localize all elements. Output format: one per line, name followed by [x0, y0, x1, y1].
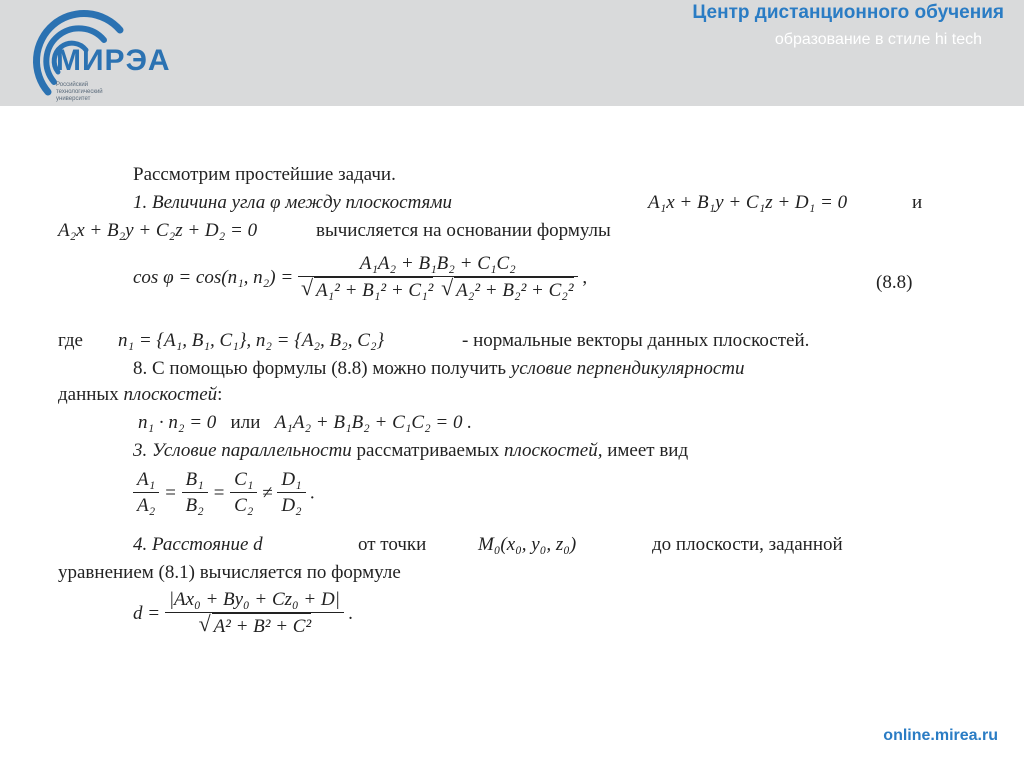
- doc-line-normal-vectors: n₁ = {A₁, B₁, C₁}, n₂ = {A₂, B₂, C₂}: [118, 330, 385, 351]
- formula-cos-root2: √ A₂² + B₂² + C₂²: [454, 277, 573, 304]
- formula-label-8-8: (8.8): [876, 272, 913, 293]
- doc-line-distance-from: от точки: [358, 534, 427, 555]
- doc-line-angle-text2: вычисляется на основании формулы: [316, 220, 611, 241]
- par-b-den: B₂: [185, 495, 204, 516]
- doc-line-distance-italic: 4. Расстояние d: [133, 534, 263, 555]
- doc-line-angle-text: 1. Величина угла φ между плоскостями: [133, 192, 452, 213]
- perp-equation-1: n₁ · n₂ = 0: [138, 412, 217, 433]
- par-c-num: C₁: [230, 468, 257, 493]
- doc-line-distance-formula-intro: уравнением (8.1) вычисляется по формуле: [58, 562, 401, 583]
- par-frac-d: [277, 468, 305, 519]
- doc-line-perp-formula: [138, 412, 472, 434]
- doc-line-perp-planes: плоскостей: [123, 384, 218, 405]
- perp-or: или: [230, 412, 261, 433]
- doc-line-parallel: [133, 440, 688, 462]
- par-dot: .: [310, 482, 316, 504]
- par-frac-b: [182, 468, 208, 519]
- doc-line-angle-eq1: A₁x + B₁y + C₁z + D₁ = 0: [648, 192, 848, 213]
- par-d-num: D₁: [277, 468, 305, 493]
- doc-line-perp-data: данных: [58, 384, 119, 405]
- formula-cos-comma: ,: [582, 267, 588, 288]
- doc-line-perp-italic: условие перпендикулярности: [510, 358, 745, 379]
- par-eq-2: =: [212, 482, 226, 504]
- dist-lhs: d =: [133, 603, 161, 624]
- par-frac-c: [230, 468, 257, 519]
- par-a-num: A₁: [133, 468, 159, 493]
- doc-line-distance-a: [133, 534, 263, 556]
- par-neq: ≠: [262, 482, 273, 504]
- par-eq-1: =: [163, 482, 177, 504]
- formula-cos-numerator: A₁A₂ + B₁B₂ + C₁C₂: [298, 252, 578, 277]
- formula-cos-denominator: [298, 277, 578, 304]
- par-d-den: D₂: [281, 495, 302, 516]
- logo-subtitle: Российский технологический университет: [56, 82, 103, 102]
- dist-dot: .: [348, 603, 354, 624]
- doc-line-normal-text: - нормальные векторы данных плоскостей.: [462, 330, 810, 351]
- doc-line-intro: Рассмотрим простейшие задачи.: [133, 164, 396, 185]
- dist-fraction: [165, 588, 344, 640]
- mirea-logo: [0, 0, 190, 106]
- formula-cos-root1: √ A₁² + B₁² + C₁²: [314, 277, 433, 304]
- doc-line-parallel-italic: 3. Условие параллельности: [133, 440, 352, 461]
- dist-numerator: |Ax₀ + By₀ + Cz₀ + D|: [165, 588, 344, 613]
- doc-line-angle-eq2: A₂x + B₂y + C₂z + D₂ = 0: [58, 220, 258, 241]
- header-subtitle: образование в стиле hi tech: [774, 31, 982, 48]
- dist-denominator-root: √ A² + B² + C²: [212, 613, 312, 640]
- doc-line-perp-colon: :: [217, 384, 223, 405]
- par-a-den: A₂: [137, 495, 156, 516]
- doc-line-parallel-text: рассматриваемых: [356, 440, 500, 461]
- doc-line-distance-point: M₀(x₀, y₀, z₀): [478, 534, 577, 555]
- par-c-den: C₂: [234, 495, 254, 516]
- formula-cos-lhs: cos φ = cos(n₁, n₂) =: [133, 267, 294, 288]
- perp-equation-2: A₁A₂ + B₁B₂ + C₁C₂ = 0 .: [274, 412, 472, 433]
- doc-line-parallel-planes: плоскостей,: [504, 440, 603, 461]
- par-b-num: B₁: [182, 468, 208, 493]
- header-bar: [0, 0, 1024, 106]
- par-frac-a: [133, 468, 159, 519]
- formula-cos-angle: [133, 252, 587, 304]
- doc-line-where: где: [58, 330, 83, 351]
- document-page: [0, 106, 1024, 706]
- footer-site-link[interactable]: online.mirea.ru: [883, 727, 998, 744]
- doc-line-perp-cont: [58, 384, 222, 406]
- doc-line-angle-and: и: [912, 192, 923, 213]
- doc-line-perp-intro: [133, 358, 745, 380]
- doc-line-distance-to: до плоскости, заданной: [652, 534, 843, 555]
- formula-distance: [133, 588, 353, 640]
- logo-wordmark: МИРЭА: [56, 44, 171, 77]
- header-title: Центр дистанционного обучения: [692, 2, 1004, 23]
- doc-line-perp-text: 8. С помощью формулы (8.8) можно получить: [133, 358, 507, 379]
- doc-line-parallel-tail: имеет вид: [607, 440, 689, 461]
- formula-cos-fraction: [298, 252, 578, 304]
- formula-parallel: [133, 468, 315, 519]
